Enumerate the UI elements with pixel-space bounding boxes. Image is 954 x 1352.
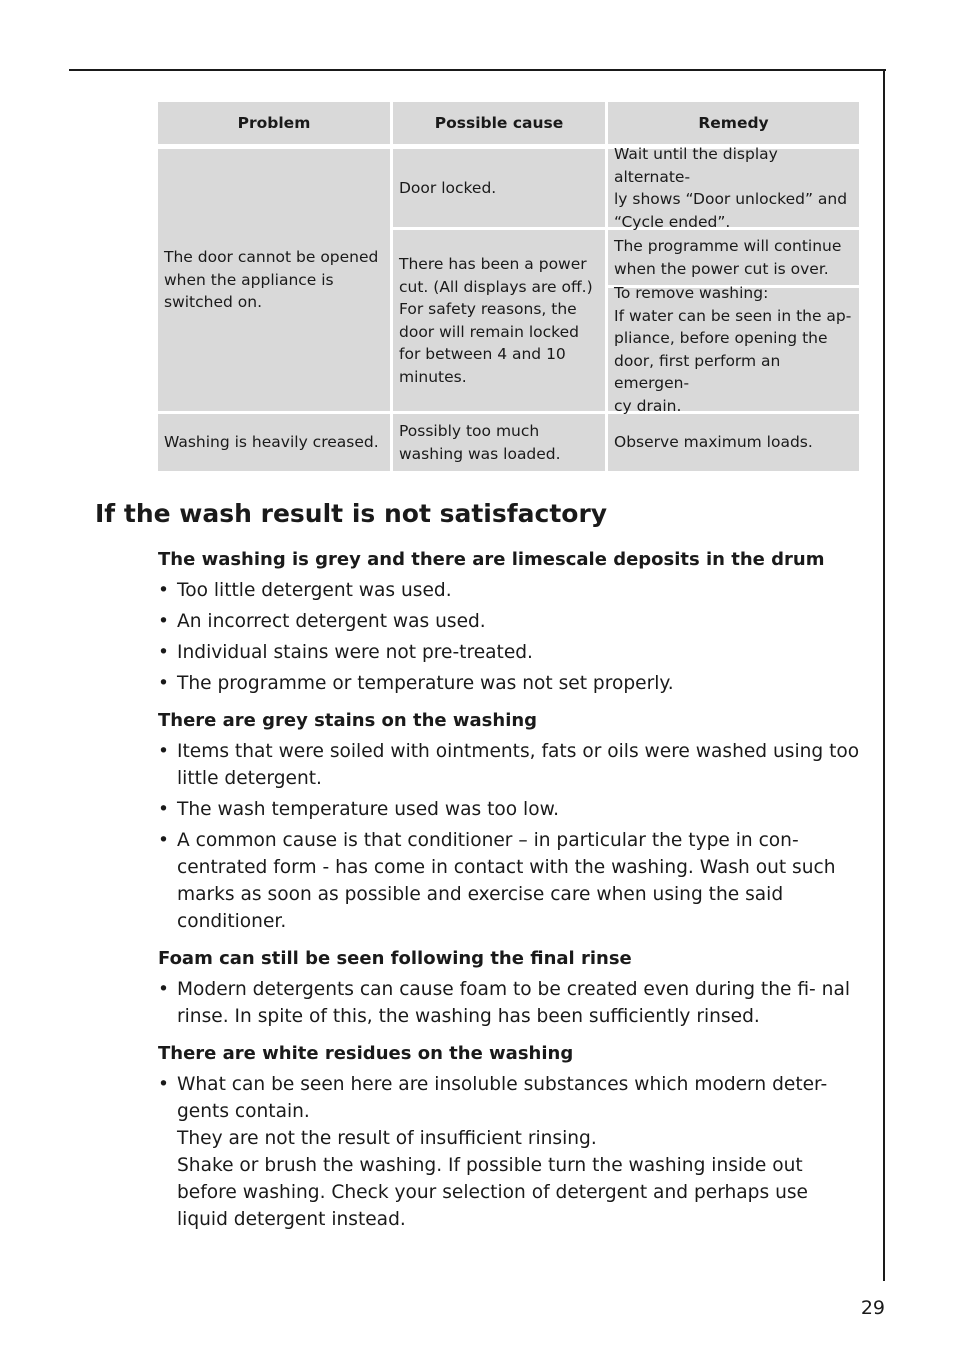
troubleshooting-table: [158, 102, 859, 471]
section-title: If the wash result is not satisfactory: [95, 499, 608, 528]
list-item: • Modern detergents can cause foam to be created even during the fi- nal rinse. In spite of this, the washing has been sufficiently rinsed.: [158, 976, 863, 1030]
table-cell-cause-power-cut: There has been a power cut. (All displays are off.) For safety reasons, the door will remain locked for between 4 and 10 minutes.: [393, 230, 605, 411]
group-heading: There are white residues on the washing: [158, 1043, 574, 1064]
table-cell-remedy-creased: Observe maximum loads.: [608, 414, 859, 471]
table-cell-problem-creased: Washing is heavily creased.: [158, 414, 390, 471]
list-item: [158, 1071, 863, 1233]
bullet-list: [158, 577, 863, 697]
list-item: • An incorrect detergent was used.: [158, 608, 863, 635]
section-content: [158, 546, 863, 1243]
group-heading: There are grey stains on the washing: [158, 710, 538, 731]
group-grey-limescale: [158, 546, 863, 697]
list-item-paragraph: They are not the result of insufficient rinsing.: [177, 1128, 597, 1149]
table-cell-cause-creased: Possibly too much washing was loaded.: [393, 414, 605, 471]
top-rule: [69, 69, 886, 71]
table-header-possible-cause: Possible cause: [393, 102, 605, 144]
table-cell-remedy-power-cut: The programme will continue when the power cut is over.: [608, 230, 859, 285]
table-cell-cause-door-locked: Door locked.: [393, 149, 605, 227]
list-item: • The wash temperature used was too low.: [158, 796, 863, 823]
list-item: • Items that were soiled with ointments, fats or oils were washed using too little detergent.: [158, 738, 863, 792]
list-item: • The programme or temperature was not set properly.: [158, 670, 863, 697]
group-heading: Foam can still be seen following the final rinse: [158, 948, 632, 969]
bullet-list: [158, 1071, 863, 1233]
list-item: • Individual stains were not pre-treated.: [158, 639, 863, 666]
table-cell-remedy-door-locked: Wait until the display alternate- ly shows “Door unlocked” and “Cycle ended”.: [608, 149, 859, 227]
list-item: • Too little detergent was used.: [158, 577, 863, 604]
right-margin-rule: [883, 69, 885, 1281]
list-item: • A common cause is that conditioner – in particular the type in con- centrated form - has come in contact with the washing. Wash out such marks as soon as possible and exercise care when using the said conditioner.: [158, 827, 863, 935]
bullet-list: [158, 976, 863, 1030]
group-grey-stains: [158, 707, 863, 935]
bullet-list: [158, 738, 863, 935]
table-cell-remedy-remove-washing: To remove washing: If water can be seen in the ap- pliance, before opening the door, first perform an emergen- cy drain.: [608, 288, 859, 411]
list-item-paragraph: • What can be seen here are insoluble substances which modern deter- gents contain.: [177, 1074, 828, 1122]
list-item-paragraph: Shake or brush the washing. If possible turn the washing inside out before washing. Check your selection of detergent and perhaps use liquid detergent instead.: [177, 1155, 808, 1230]
group-white-residues: [158, 1040, 863, 1233]
group-heading: The washing is grey and there are limescale deposits in the drum: [158, 549, 825, 570]
table-header-problem: Problem: [158, 102, 390, 144]
table-header-remedy: Remedy: [608, 102, 859, 144]
group-foam: [158, 945, 863, 1030]
page-number: 29: [860, 1297, 885, 1319]
table-cell-problem-door: The door cannot be opened when the appliance is switched on.: [158, 149, 390, 411]
